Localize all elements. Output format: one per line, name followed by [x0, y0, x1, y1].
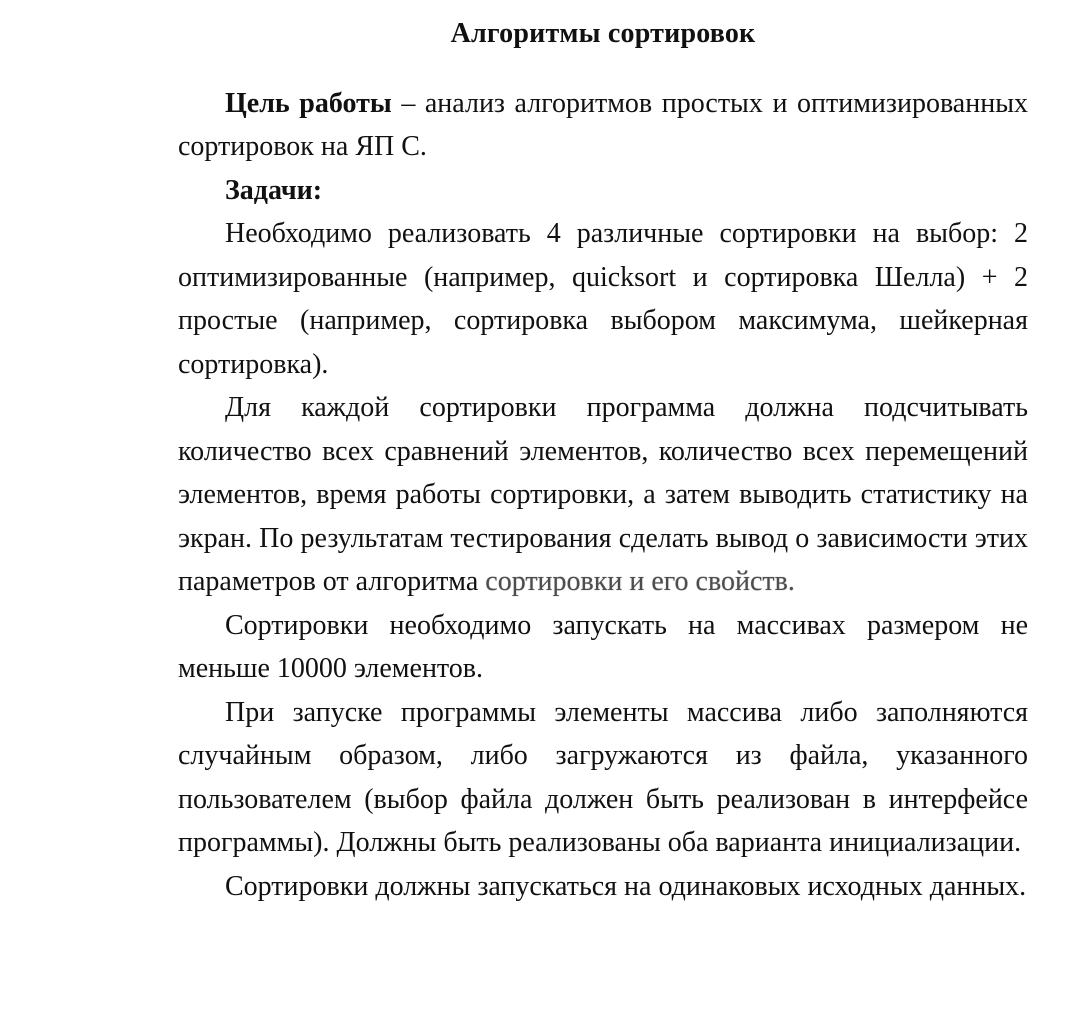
- paragraph-task-implement: Необходимо реализовать 4 различные сортировки на выбор: 2 оптимизированные (например, quicksort и сортировка Шелла) + 2 простые (например, сортировка выбором максимума, шейкерная сортировка).: [178, 218, 1028, 380]
- paragraph-task-arraysize: Сортировки необходимо запускать на массивах размером не меньше 10000 элементов.: [178, 609, 1028, 684]
- goal-text: – анализ алгоритмов простых и оптимизированных сортировок на ЯП С.: [178, 87, 1029, 162]
- paragraph-task-init: При запуске программы элементы массива либо заполняются случайным образом, либо загружаются из файла, указанного пользователем (выбор файла должен быть реализован в интерфейсе программы). Должны быть реализованы оба варианта инициализации.: [178, 696, 1028, 858]
- goal-label: Цель работы: [225, 87, 392, 119]
- task-stats-text: Для каждой сортировки программа должна подсчитывать количество всех сравнений элементов, количество всех перемещений элементов, время работы сортировки, а затем выводить статистику на экран. По результатам тестирования сделать вывод о зависимости этих параметров от алгоритма: [178, 392, 1028, 597]
- paragraph-task-stats: [178, 386, 1028, 604]
- paragraph-goal: [178, 82, 1028, 169]
- paragraph-tasks-heading: Задачи:: [225, 174, 323, 206]
- document-page: [178, 0, 1028, 908]
- document-title: Алгоритмы сортировок: [450, 18, 756, 49]
- paragraph-task-samedata: Сортировки должны запускаться на одинаковых исходных данных.: [225, 870, 1027, 902]
- task-stats-faded-line: сортировки и его свойств.: [485, 566, 795, 597]
